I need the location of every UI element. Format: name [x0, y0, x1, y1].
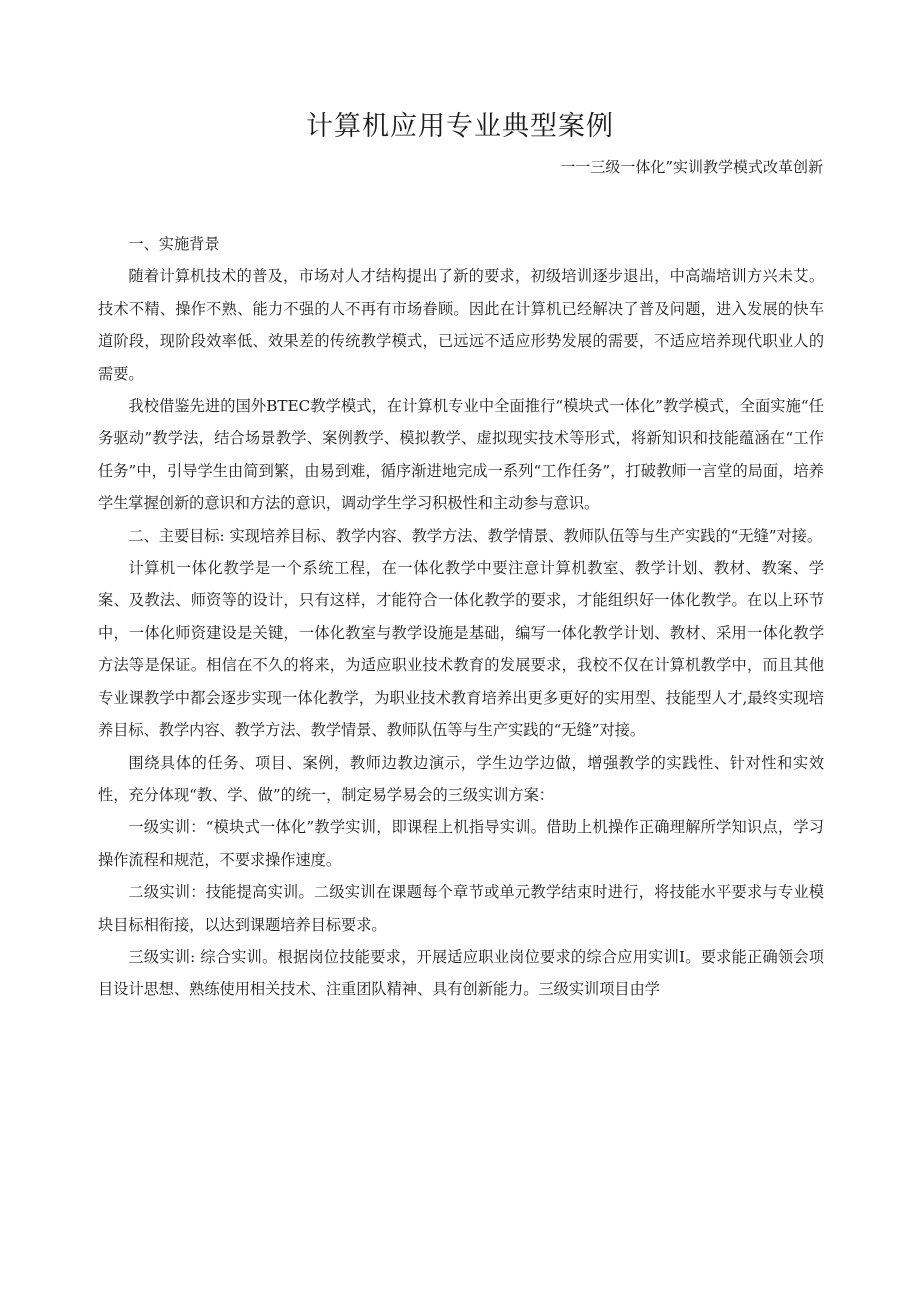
paragraph: 一级实训：“模块式一体化”教学实训，即课程上机指导实训。借助上机操作正确理解所学知识点，学习操作流程和规范，不要求操作速度。 — [98, 818, 824, 869]
paragraph: 随着计算机技术的普及，市场对人才结构提出了新的要求，初级培训逐步退出，中高端培训方兴未艾。技术不精、操作不熟、能力不强的人不再有市场眷顾。因此在计算机已经解决了普及问题，进入发展的快车道阶段，现阶段效率低、效果差的传统教学模式，已远远不适应形势发展的需要，不适应培养现代职业人的需要。 — [98, 267, 824, 383]
paragraph: 二级实训：技能提高实训。二级实训在课题每个章节或单元教学结束时进行，将技能水平要求与专业模块目标相衔接，以达到课题培养目标要求。 — [98, 883, 824, 934]
paragraph: 围绕具体的任务、项目、案例，教师边教边演示，学生边学边做，增强教学的实践性、针对性和实效性，充分体现“教、学、做”的统一，制定易学易会的三级实训方案： — [98, 753, 824, 804]
page-subtitle: 一一三级一体化”实训教学模式改革创新 — [560, 158, 823, 176]
document-body — [98, 228, 824, 1006]
section-heading-goals: 二、主要目标: 实现培养目标、教学内容、教学方法、教学情景、教师队伍等与生产实践的“无缝”对接。 — [128, 526, 823, 545]
page-title: 计算机应用专业典型案例 — [306, 111, 614, 142]
paragraph: 我校借鉴先进的国外BTEC教学模式，在计算机专业中全面推行“模块式一体化”教学模式，全面实施“任务驱动”教学法，结合场景教学、案例教学、模拟教学、虚拟现实技术等形式，将新知识和技能蕴涵在“工作任务”中，引导学生由简到繁，由易到难，循序渐进地完成一系列“工作任务”，打破教师一言堂的局面，培养学生掌握创新的意识和方法的意识，调动学生学习积极性和主动参与意识。 — [98, 397, 824, 513]
paragraph: 三级实训: 综合实训。根据岗位技能要求，开展适应职业岗位要求的综合应用实训I。要求能正确领会项目设计思想、熟练使用相关技术、注重团队精神、具有创新能力。三级实训项目由学 — [98, 947, 824, 999]
section-heading-background: 一、实施背景 — [128, 235, 220, 253]
paragraph: 计算机一体化教学是一个系统工程，在一体化教学中要注意计算机教室、教学计划、教材、教案、学案、及教法、师资等的设计，只有这样，才能符合一体化教学的要求，才能组织好一体化教学。在以上环节中，一体化师资建设是关键，一体化教室与教学设施是基础，编写一体化教学计划、教材、采用一体化教学方法等是保证。相信在不久的将来，为适应职业技术教育的发展要求，我校不仅在计算机教学中，而且其他专业课教学中都会逐步实现一体化教学，为职业技术教育培养出更多更好的实用型、技能型人才,最终实现培养目标、教学内容、教学方法、教学情景、教师队伍等与生产实践的“无缝”对接。 — [98, 559, 824, 740]
